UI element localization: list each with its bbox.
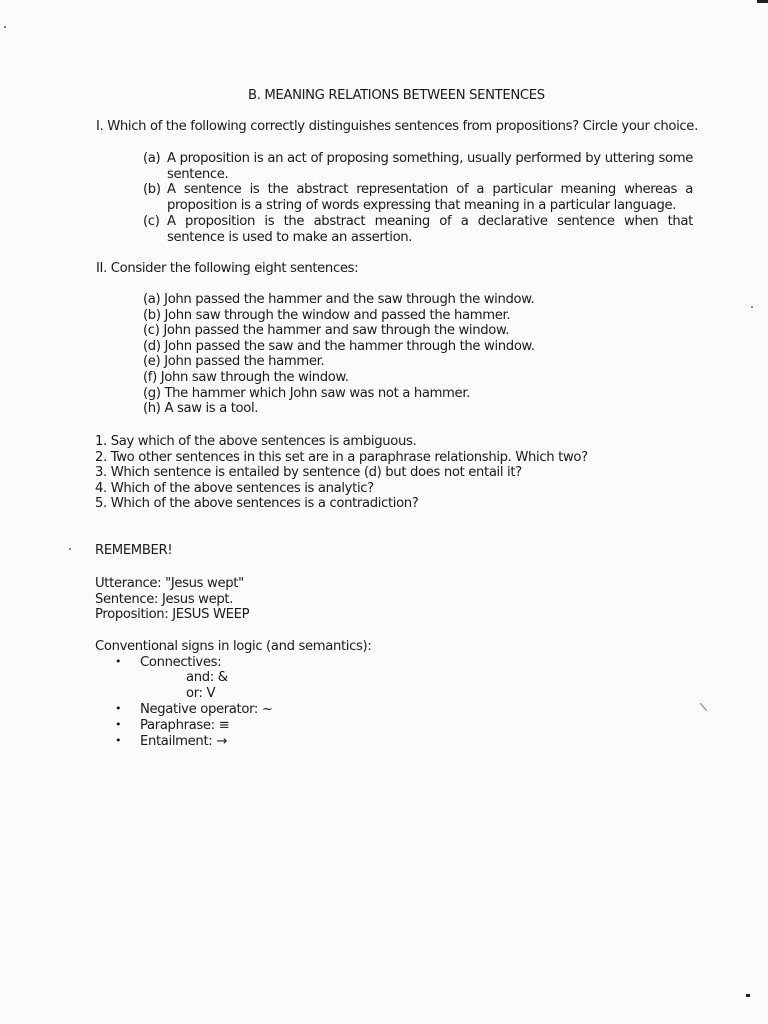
option-a (143, 151, 693, 183)
list-item: (b) John saw through the window and passed the hammer. (143, 307, 511, 323)
list-item: 1. Say which of the above sentences is ambiguous. (95, 434, 417, 449)
option-label: (a) (143, 151, 161, 166)
list-item: (e) John passed the hammer. (143, 354, 325, 370)
question-1: I. Which of the following correctly distinguishes sentences from propositions? Circle your choice. (96, 119, 698, 134)
scan-speck (69, 548, 71, 550)
bullet-icon: • (115, 702, 122, 715)
list-item: 4. Which of the above sentences is analytic? (95, 480, 374, 496)
list-item: (d) John passed the saw and the hammer through the window. (143, 338, 535, 354)
scan-speck (700, 703, 707, 711)
list-item: (a) John passed the hammer and the saw through the window. (143, 292, 535, 307)
option-label: (c) (143, 214, 160, 229)
scan-speck (4, 26, 6, 28)
numbered-questions (95, 434, 588, 512)
negative-operator-text: Negative operator: ~ (140, 702, 273, 717)
option-c (143, 214, 693, 246)
list-item: Proposition: JESUS WEEP (95, 607, 250, 623)
or-sign: or: V (186, 686, 216, 701)
remember-heading: REMEMBER! (95, 543, 173, 558)
list-item: 2. Two other sentences in this set are in a paraphrase relationship. Which two? (95, 449, 588, 465)
option-text: A proposition is an act of proposing something, usually performed by uttering some sentence. (167, 151, 693, 182)
entailment-text: Entailment: → (140, 734, 227, 749)
bullet-icon: • (115, 734, 122, 747)
list-item: Sentence: Jesus wept. (95, 591, 234, 607)
list-item: (h) A saw is a tool. (143, 401, 259, 417)
option-text: A sentence is the abstract representation of a particular meaning whereas a proposition is a string of words expressing that meaning in a particular language. (167, 182, 693, 213)
list-item: (f) John saw through the window. (143, 369, 349, 385)
list-item: Utterance: "Jesus wept" (95, 576, 244, 591)
list-item: (g) The hammer which John saw was not a hammer. (143, 385, 471, 401)
connectives-label: Connectives: (140, 655, 222, 670)
option-label: (b) (143, 182, 161, 197)
page-title: B. MEANING RELATIONS BETWEEN SENTENCES (248, 88, 545, 103)
section-2-intro: II. Consider the following eight sentences: (96, 261, 359, 276)
conventions-heading: Conventional signs in logic (and semantics): (95, 639, 372, 654)
option-b (143, 182, 693, 214)
remember-lines (95, 576, 249, 623)
scan-edge-mark (757, 0, 768, 3)
and-sign: and: & (186, 670, 228, 685)
scan-speck (751, 306, 753, 308)
sentence-list (143, 292, 535, 417)
bullet-icon: • (115, 718, 122, 731)
list-item: (c) John passed the hammer and saw through the window. (143, 323, 510, 339)
paraphrase-text: Paraphrase: ≡ (140, 718, 230, 733)
option-text: A proposition is the abstract meaning of a declarative sentence when that sentence is used to make an assertion. (167, 214, 693, 245)
scan-speck (746, 994, 750, 997)
bullet-icon: • (115, 655, 122, 668)
list-item: 5. Which of the above sentences is a contradiction? (95, 496, 419, 512)
list-item: 3. Which sentence is entailed by sentence (d) but does not entail it? (95, 465, 522, 481)
